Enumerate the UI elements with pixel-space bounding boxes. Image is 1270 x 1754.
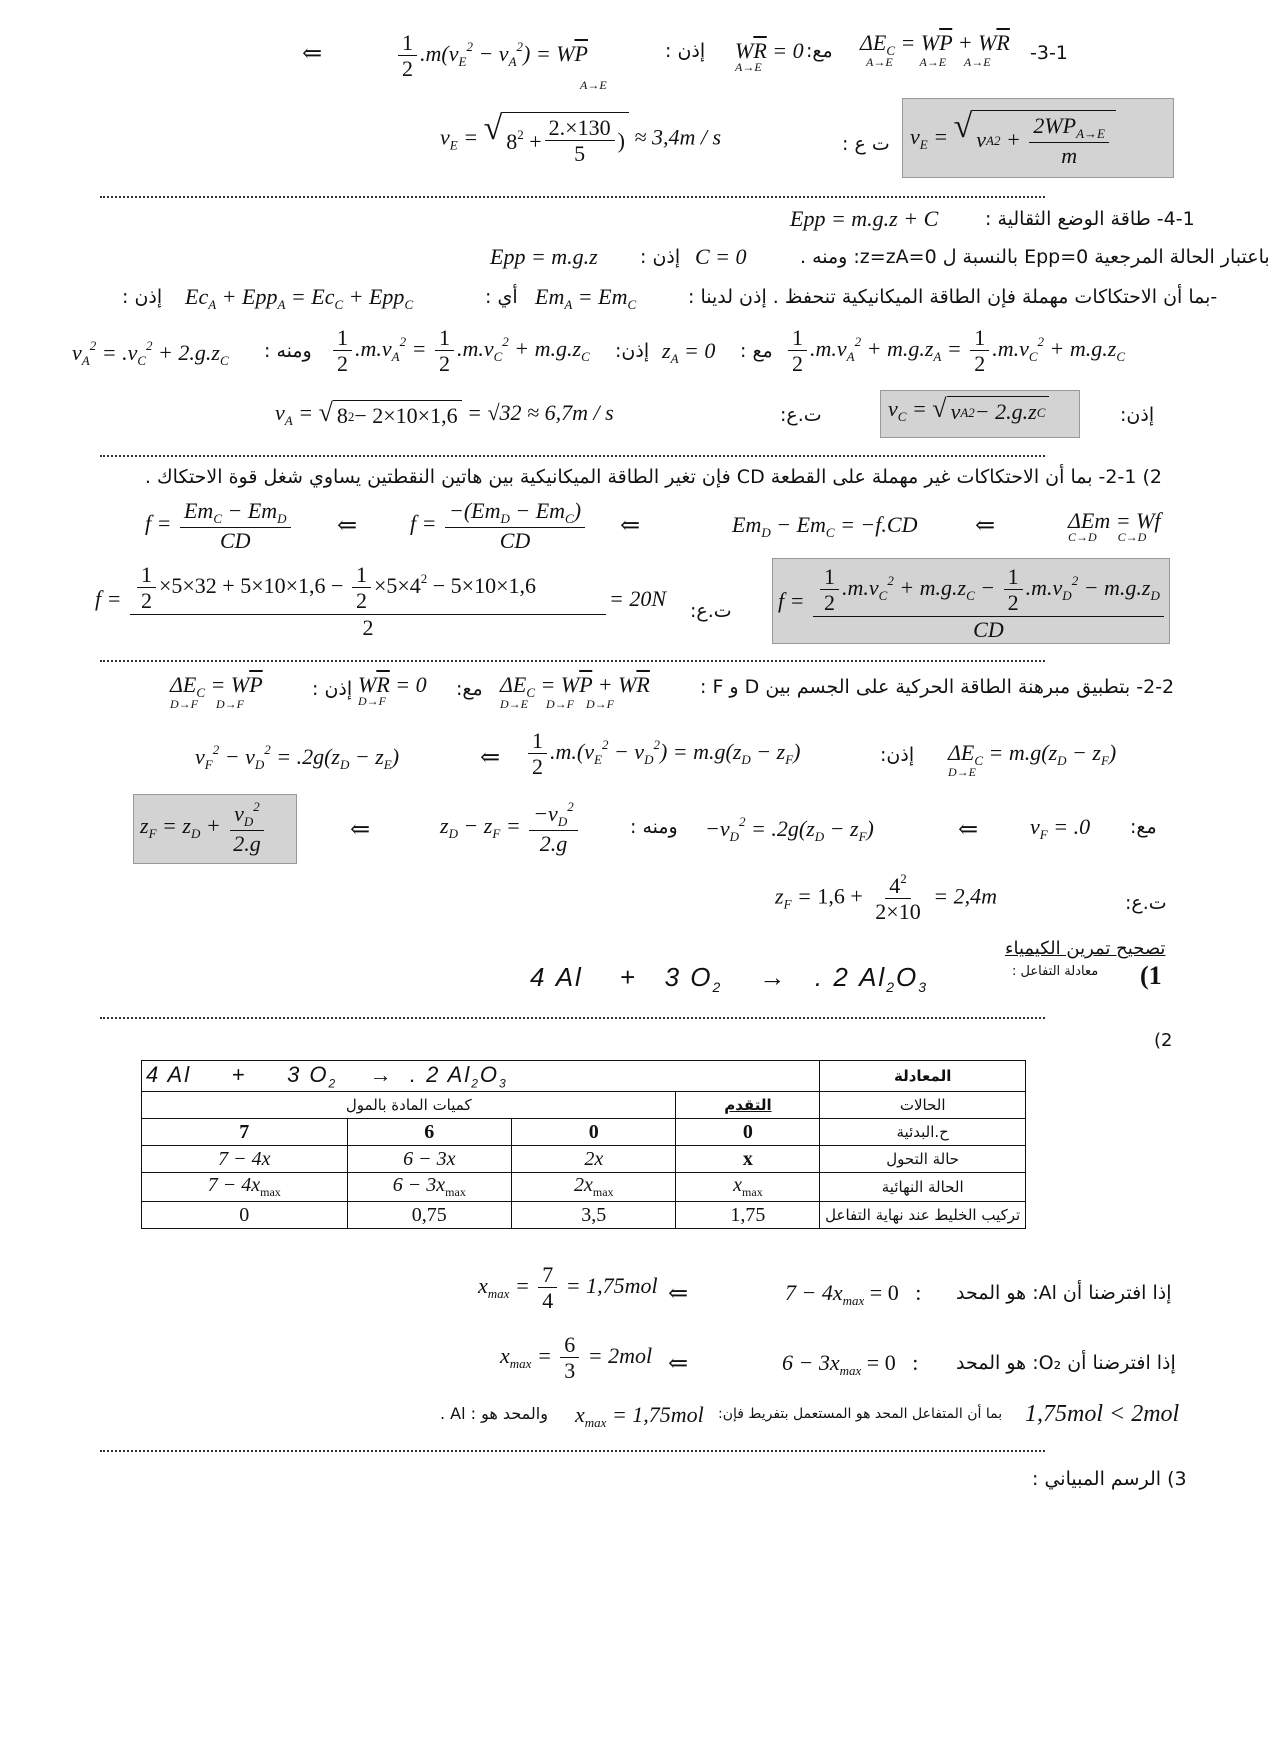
hypothesis-o2-result: $x_{max}$ = $\frac{6}{3}$ = 2mol: [500, 1332, 653, 1384]
hypothesis-al-result: $x_{max}$ = $\frac{7}{4}$ = 1,75mol: [478, 1262, 658, 1314]
progress-table: [141, 1060, 1026, 1229]
implies-2-1-c: ⇐: [337, 513, 358, 539]
table-head-states: الحالات: [820, 1092, 1026, 1119]
table-row: [142, 1202, 1026, 1229]
q1-label: (1: [1140, 961, 1162, 990]
idhan2-4-1: إذن :: [122, 286, 163, 308]
conservation-text: -بما أن الاحتكاكات مهملة فإن الطاقة الميكانيكية تنحفظ . إذن لدينا :: [688, 286, 1218, 308]
vf-vd-relation: $v_F^2 - v_D^2 = .2g(z_D - z_E)$: [195, 742, 400, 772]
delta-em-work: ΔEm = Wf C→D C→D: [1068, 508, 1161, 545]
zf-numeric: $z_F = 1,6$ + $\frac{4^2}{2\times 10}$ = 2,4m: [775, 871, 997, 925]
table-cell: $x_{max}$: [676, 1173, 820, 1202]
half-mv-equation: $\frac{1}{2}$ $.m(v_E^2 - v_A^2) = W\overline{P}$ A→E: [395, 30, 607, 92]
kinetic-energy-theorem: $\Delta E_C = W\overline{P} + W\overline{R}$ A→E A→E A→E: [860, 30, 1010, 69]
idhan-4-1: إذن :: [640, 246, 681, 268]
section-label-4-1: 4-1- طاقة الوضع الثقالية :: [985, 208, 1195, 230]
implies-arrow: ⇐: [302, 41, 323, 67]
idhan-colon-4-1: إذن:: [615, 340, 650, 362]
table-row: [142, 1119, 1026, 1146]
separator-3: [100, 660, 1045, 662]
section-2-2-text: 2-2- بتطبيق مبرهنة الطاقة الحركية على الجسم بين D و F :: [700, 676, 1175, 698]
zf-formula: $z_F = z_D$ + $\frac{v_D^2}{2.g}$: [140, 800, 268, 856]
table-cell: $2x_{max}$: [512, 1173, 676, 1202]
wr-zero: $W\overline{R} = 0$ A→E: [735, 38, 804, 75]
idhan-label: إذن :: [665, 40, 706, 62]
energy-balance-reduced: $\frac{1}{2}$ $.m.v_A^2$ = $\frac{1}{2}$ $.m.v_C^2 + m.g.z_C$: [330, 325, 590, 377]
maa-4-1: مع :: [740, 340, 773, 362]
result-label-2-2: ت.ع:: [1125, 892, 1167, 914]
table-cell: 2x: [512, 1146, 676, 1173]
vf-zero: $v_F = .0$: [1030, 814, 1091, 842]
table-cell: x: [676, 1146, 820, 1173]
epp-formula: Epp = m.g.z + C: [790, 206, 939, 231]
wr-zero-df: $W\overline{R} = 0$ D→F: [358, 672, 427, 709]
wa-minhu-2-2: ومنه :: [630, 816, 678, 838]
hypothesis-o2-eq: $6 - 3x_{max} = 0$ :: [782, 1350, 919, 1378]
section-2-1-text: 2) 2-1- بما أن الاحتكاكات غير مهملة على القطعة CD فإن تغير الطاقة الميكانيكية بين هاتين النقطتين يساوي شغل قوة الاحتكاك .: [144, 466, 1162, 488]
separator-4: [100, 1017, 1045, 1019]
table-row: [142, 1146, 1026, 1173]
ve-formula: $v_E$ = √ v A 2 + $\frac{2WP_{A\to E}}{m}$: [910, 110, 1116, 168]
implies-2-2-c: ⇐: [350, 817, 371, 843]
section-label-3-1: 3-1-: [1030, 42, 1068, 64]
table-cell: 0: [142, 1202, 348, 1229]
separator-5: [100, 1450, 1045, 1452]
reference-state-text: باعتبار الحالة المرجعية Epp=0 بالنسبة ل z=zA=0: ومنه .: [800, 246, 1270, 268]
result-label-2-1: ت.ع:: [690, 600, 732, 622]
table-head-equation: المعادلة: [820, 1061, 1026, 1092]
q1-text: معادلة التفاعل :: [1012, 964, 1099, 979]
maa-2-2: مع:: [456, 678, 483, 700]
va-squared: $v_A^2 = .v_C^2 + 2.g.z_C$: [72, 338, 229, 368]
ec-epp-equality: $Ec_A + Epp_A = Ec_C + Epp_C$: [185, 284, 414, 312]
implies-hyp-o2: ⇐: [668, 1351, 689, 1377]
hypothesis-al-eq: $7 - 4x_{max} = 0$ :: [785, 1280, 922, 1308]
implies-2-2-a: ⇐: [480, 745, 501, 771]
table-cell-state: ح.البدئية: [820, 1119, 1026, 1146]
table-cell-state: الحالة النهائية: [820, 1173, 1026, 1202]
conclusion-xmax: $x_{max} = 1,75mol$: [575, 1402, 704, 1430]
table-equation-cell: 4 Al + 3 $O_2$ → . 2 $Al_2O_3$: [142, 1061, 820, 1092]
hypothesis-al: إذا افترضنا أن Al: هو المحد: [956, 1282, 1172, 1304]
maa-label: مع:: [806, 40, 833, 62]
table-row: [142, 1173, 1026, 1202]
maa2-2-2: مع:: [1130, 816, 1157, 838]
conclusion-compare: 1,75mol < 2mol: [1025, 1401, 1180, 1427]
delta-ec-mg: $\Delta E_C = m.g(z_D - z_F)$ D→E: [948, 740, 1117, 779]
em-difference: $Em_D - Em_C = -f.CD$: [732, 512, 918, 540]
table-head-quantities: كميات المادة بالمول: [142, 1092, 676, 1119]
delta-ec-wp: $\Delta E_C = W\overline{P}$ D→F D→F: [170, 672, 263, 711]
table-cell: 3,5: [512, 1202, 676, 1229]
table-cell-state: تركيب الخليط عند نهاية التفاعل: [820, 1202, 1026, 1229]
ay-label: أي :: [485, 286, 518, 308]
table-cell: $7 - 4x_{max}$: [142, 1173, 348, 1202]
table-cell: 7: [142, 1119, 348, 1146]
za-zero: $z_A = 0$: [662, 338, 716, 366]
implies-2-2-b: ⇐: [958, 817, 979, 843]
chemistry-title: تصحيح تمرين الكيمياء: [1005, 938, 1166, 959]
table-cell: 1,75: [676, 1202, 820, 1229]
separator-1: [100, 196, 1045, 198]
ve-numeric: $v_E$ = √ $8^2$ + $\frac{2.\times 130}{5}$ ) ≈ 3,4m / s: [440, 110, 722, 167]
table-head-progress: التقدم: [676, 1092, 820, 1119]
hypothesis-o2: إذا افترضنا أن O₂: هو المحد: [956, 1352, 1176, 1374]
table-cell: $6 - 3x_{max}$: [347, 1173, 511, 1202]
separator-2: [100, 455, 1045, 457]
table-cell: 6: [347, 1119, 511, 1146]
half-mv-df: $\frac{1}{2}$ $.m.(v_E^2 - v_D^2) = m.g(z_D - z_F)$: [525, 728, 801, 780]
table-cell: 0,75: [347, 1202, 511, 1229]
f-formula-general: f = $\frac{1}{2}$ $.m.v_C^2 + m.g.z_C$ − $\frac{1}{2}$ $.m.v_D^2 - m.g.z_D$ CD: [778, 564, 1167, 642]
q2-label: (2: [1154, 1030, 1173, 1051]
table-cell: 0: [512, 1119, 676, 1146]
vc-formula: $v_C$ = √ v A 2 − 2.g.z C: [888, 396, 1049, 426]
result-label-4-1: ت.ع:: [780, 404, 822, 426]
implies-2-1-a: ⇐: [975, 513, 996, 539]
implies-2-1-b: ⇐: [620, 513, 641, 539]
f-formula-b: f = $\frac{Em_C - Em_D}{CD}$: [145, 498, 294, 553]
idhan-2-2: إذن :: [312, 678, 353, 700]
conclusion-text: بما أن المتفاعل المحد هو المستعمل بتفريط فإن:: [718, 1406, 1003, 1422]
em-equality: $Em_A = Em_C$: [535, 284, 637, 312]
table-cell: 6 − 3x: [347, 1146, 511, 1173]
energy-balance-full: $\frac{1}{2}$ $.m.v_A^2 + m.g.z_A$ = $\frac{1}{2}$ $.m.v_C^2 + m.g.z_C$: [785, 325, 1125, 377]
idhan-end-4-1: إذن:: [1120, 404, 1155, 426]
vd-relation: $-v_D^2 = .2g(z_D - z_F)$: [705, 814, 874, 844]
implies-hyp-al: ⇐: [668, 1281, 689, 1307]
result-label-3-1: ت ع :: [842, 133, 890, 155]
conclusion-end: والمحد هو : Al .: [440, 1404, 548, 1423]
wa-minhu-4-1: ومنه :: [264, 340, 312, 362]
table-cell-state: حالة التحول: [820, 1146, 1026, 1173]
table-cell: 0: [676, 1119, 820, 1146]
zd-zf-relation: $z_D - z_F$ = $\frac{-v_D^2}{2.g}$: [440, 800, 581, 856]
f-numeric: f = $\frac{1}{2}$ ×5×32 + 5×10×1,6 − $\frac{1}{2}$ $\times 5\times 4^2 - 5\times 10\times 1,6$ 2 = 20N: [95, 562, 667, 640]
c-zero: C = 0: [695, 244, 747, 269]
chem-equation: 4 Al + 3 $O_2$ → . 2 $Al_2O_3$: [530, 962, 929, 996]
q3-graph-label: 3) الرسم المبياني :: [1032, 1468, 1187, 1490]
epp-result: Epp = m.g.z: [490, 244, 598, 269]
va-numeric: $v_A$ = √ 8 2 − 2×10×1,6 = √32 ≈ 6,7m / s: [275, 398, 614, 429]
idhan2-2-2: إذن:: [880, 744, 915, 766]
kinetic-theorem-df: $\Delta E_C = W\overline{P} + W\overline{R}$ D→E D→F D→F: [500, 672, 650, 711]
table-cell: 7 − 4x: [142, 1146, 348, 1173]
f-formula-a: f = $\frac{-(Em_D - Em_C)}{CD}$: [410, 498, 588, 553]
